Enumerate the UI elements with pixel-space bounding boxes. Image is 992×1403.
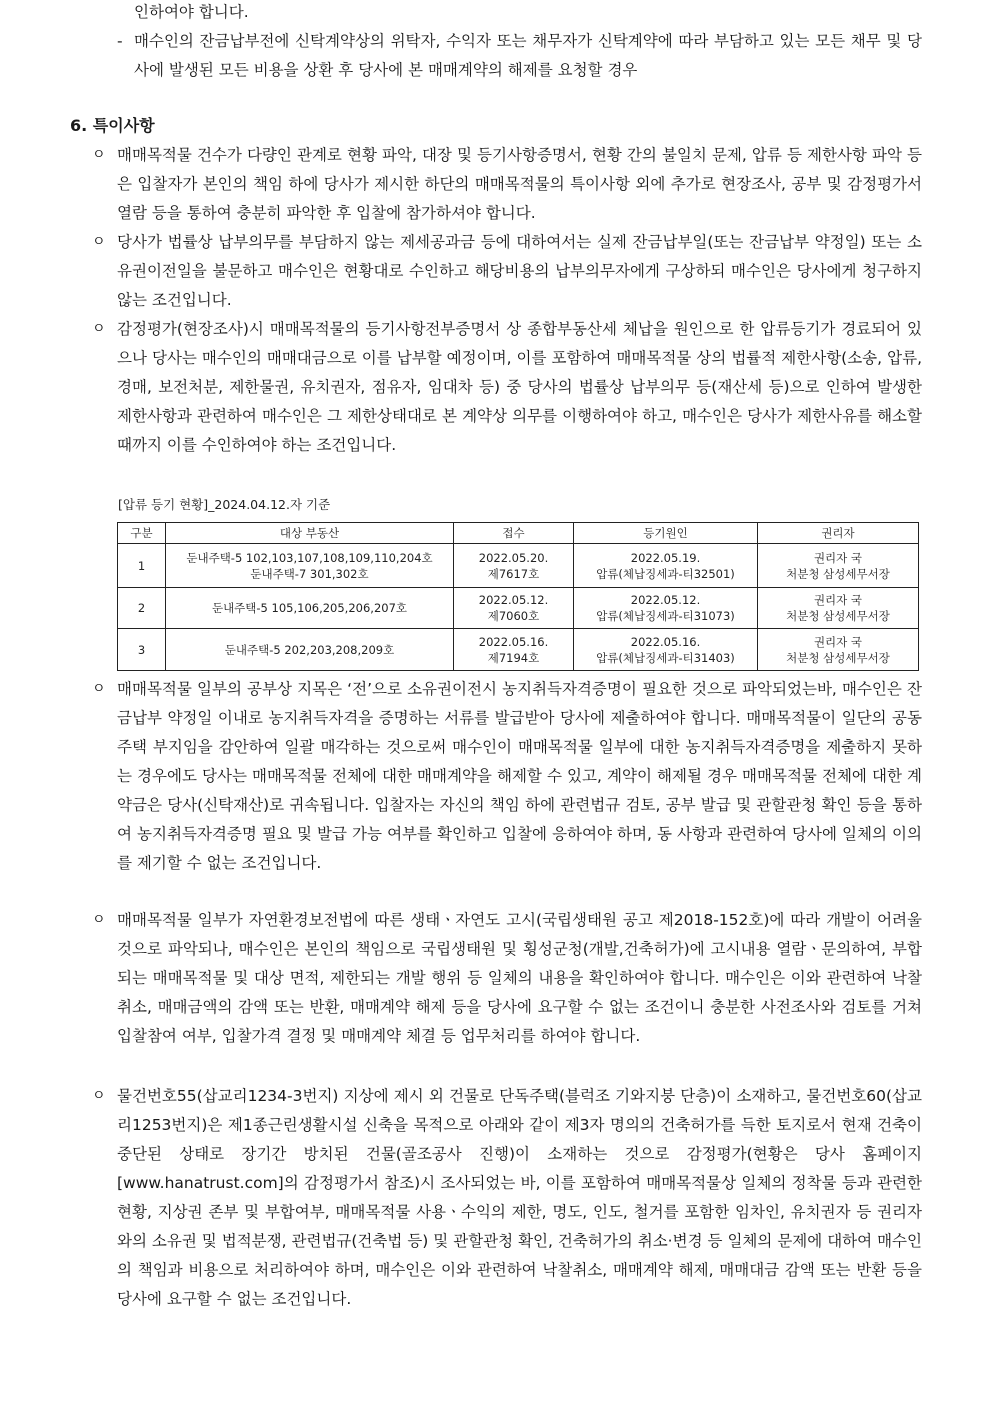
bullet-mark: ㅇ <box>92 1088 106 1104</box>
bullet-mark: ㅇ <box>92 147 106 163</box>
bullet-mark: ㅇ <box>92 234 106 250</box>
bullet-item-text: 물건번호55(삽교리1234-3번지) 지상에 제시 외 건물로 단독주택(블럭조 기와지붕 단층)이 소재하고, 물건번호60(삽교리1253번지)은 제1종근린생활시설 신축을 목적으로 아래와 같이 제3자 명의의 건축허가를 득한 토지로서 현재 건축이 중단된 상태로 장기간 방치된 건물(골조공사 진행)이 소재하는 것으로 감정평가(현황은 당사 홈페이지[www.hanatrust.com]의 감정평가서 참조)시 조사되었는 바, 이를 포함하여 매매목적물상 일체의 정착물 등과 관련한 현황, 지상권 존부 및 부합여부, 매매목적물 사용ㆍ수익의 제한, 명도, 인도, 철거를 포함한 임차인, 유치권자 등 권리자와의 소유권 및 법적분쟁, 관련법규(건축법 등) 및 관할관청 확인, 건축허가의 취소·변경 등 일체의 문제에 대하여 매수인의 책임과 비용으로 처리하여야 하며, 매수인은 이와 관련하여 낙찰취소, 매매계약 해제, 매매대금 감액 또는 반환 등을 당사에 요구할 수 없는 조건입니다. <box>117 1087 922 1308</box>
cell-line: 압류(체납징세과-티31403) <box>596 650 735 665</box>
cell-line: 처분청 삼성세무서장 <box>786 566 890 581</box>
cell-line: 권리자 국 <box>813 550 863 565</box>
header-category: 구분 <box>118 523 166 544</box>
cell-line: 처분청 삼성세무서장 <box>786 609 890 623</box>
bullet-item <box>92 675 922 878</box>
cell-line: 제7060호 <box>487 609 540 623</box>
cell-line: 권리자 국 <box>813 593 863 607</box>
cell-line: 제7617호 <box>487 566 540 581</box>
bullet-item-text: 매매목적물 일부의 공부상 지목은 ‘전’으로 소유권이전시 농지취득자격증명이 필요한 것으로 파악되었는바, 매수인은 잔금납부 약정일 이내로 농지취득자격을 증명하는 서류를 발급받아 당사에 제출하여야 합니다. 매매목적물이 일단의 공동주택 부지임을 감안하여 일괄 매각하는 것으로써 매수인이 매매목적물 일부에 대한 농지취득자격증명을 제출하지 못하는 경우에도 당사는 매매목적물 전체에 대한 매매계약을 해제할 수 있고, 계약이 해제될 경우 매매목적물 전체에 대한 계약금은 당사(신탁재산)로 귀속됩니다. 입찰자는 자신의 책임 하에 관련법규 검토, 공부 발급 및 관할관청 확인 등을 통하여 농지취득자격증명 필요 및 발급 가능 여부를 확인하고 입찰에 응하여야 하며, 동 사항과 관련하여 당사에 일체의 이의를 제기할 수 없는 조건입니다. <box>117 680 922 872</box>
cell-line: 제7194호 <box>487 650 540 665</box>
bullet-mark: ㅇ <box>92 681 106 697</box>
cell-property <box>166 544 454 588</box>
table-header-row <box>118 523 919 544</box>
cell-line: 2022.05.12. <box>478 593 549 607</box>
header-cause: 등기원인 <box>574 523 758 544</box>
table-row <box>118 629 919 671</box>
cell-line: 압류(체납징세과-티31073) <box>596 609 735 623</box>
cell-line: 압류(체납징세과-티32501) <box>596 566 735 581</box>
bullet-item <box>92 315 922 460</box>
bullet-item-text: 매매목적물 건수가 다량인 관계로 현황 파악, 대장 및 등기사항증명서, 현황 간의 불일치 문제, 압류 등 제한사항 파악 등은 입찰자가 본인의 책임 하에 당사가 제시한 하단의 매매목적물의 특이사항 외에 추가로 현장조사, 공부 및 감정평가서 열람 등을 통하여 충분히 파악한 후 입찰에 참가하셔야 합니다. <box>117 146 922 222</box>
cell-property <box>166 629 454 671</box>
dash-item <box>117 27 922 85</box>
bullet-item-text: 감정평가(현장조사)시 매매목적물의 등기사항전부증명서 상 종합부동산세 체납을 원인으로 한 압류등기가 경료되어 있으나 당사는 매수인의 매매대금으로 이를 납부할 예정이며, 이를 포함하여 매매목적물 상의 법률적 제한사항(소송, 압류, 경매, 보전처분, 제한물권, 유치권자, 점유자, 임대차 등) 중 당사의 법률상 납부의무 등(재산세 등)으로 인하여 발생한 제한사항과 관련하여 매수인은 그 제한상태대로 본 계약상 의무를 이행하여야 하고, 매수인은 당사가 제한사유를 해소할 때까지 이를 수인하여야 하는 조건입니다. <box>117 320 922 454</box>
cell-line: 둔내주택-5 105,106,205,206,207호 <box>211 601 408 615</box>
cell-line: 2022.05.19. <box>630 550 701 565</box>
cell-receipt <box>454 544 574 588</box>
header-holder: 권리자 <box>758 523 919 544</box>
cell-holder <box>758 544 919 588</box>
bullet-mark: ㅇ <box>92 912 106 928</box>
bullet-mark: ㅇ <box>92 321 106 337</box>
cell-holder <box>758 629 919 671</box>
cell-cause <box>574 629 758 671</box>
cell-receipt <box>454 629 574 671</box>
cell-line: 처분청 삼성세무서장 <box>786 650 890 665</box>
cell-line: 2022.05.20. <box>478 550 549 565</box>
cell-line: 둔내주택-5 202,203,208,209호 <box>224 642 395 657</box>
cell-line: 2022.05.12. <box>630 593 701 607</box>
continuation-text: 인하여야 합니다. <box>134 3 249 21</box>
bullet-item-text: 매매목적물 일부가 자연환경보전법에 따른 생태ㆍ자연도 고시(국립생태원 공고 제2018-152호)에 따라 개발이 어려울 것으로 파악되나, 매수인은 본인의 책임으로 국립생태원 및 횡성군청(개발,건축허가)에 고시내용 열람ㆍ문의하여, 부합되는 매매목적물 및 대상 면적, 제한되는 개발 행위 등 일체의 내용을 확인하여야 합니다. 매수인은 이와 관련하여 낙찰 취소, 매매금액의 감액 또는 반환, 매매계약 해제 등을 당사에 요구할 수 없는 조건이니 충분한 사전조사와 검토를 거쳐 입찰참여 여부, 입찰가격 결정 및 매매계약 체결 등 업무처리를 하여야 합니다. <box>117 911 922 1045</box>
header-receipt: 접수 <box>454 523 574 544</box>
cell-line: 2022.05.16. <box>630 634 701 649</box>
seizure-table <box>117 522 919 671</box>
cell-property <box>166 588 454 629</box>
bullet-item <box>92 906 922 1051</box>
section-title: 6. 특이사항 <box>70 116 155 135</box>
cell-receipt <box>454 588 574 629</box>
cell-line: 권리자 국 <box>813 634 863 649</box>
table-caption: [압류 등기 현황]_2024.04.12.자 기준 <box>118 497 331 512</box>
bullet-item <box>92 1082 922 1314</box>
bullet-item <box>92 228 922 315</box>
dash-mark: - <box>117 32 123 50</box>
cell-line: 둔내주택-5 102,103,107,108,109,110,204호 <box>186 550 433 565</box>
cell-cause <box>574 544 758 588</box>
cell-no: 3 <box>118 629 166 671</box>
cell-no: 1 <box>118 544 166 588</box>
bullet-item-text: 당사가 법률상 납부의무를 부담하지 않는 제세공과금 등에 대하여서는 실제 잔금납부일(또는 잔금납부 약정일) 또는 소유권이전일을 불문하고 매수인은 현황대로 수인하고 해당비용의 납부의무자에게 구상하되 매수인은 당사에게 청구하지 않는 조건입니다. <box>117 233 922 309</box>
cell-holder <box>758 588 919 629</box>
table-row <box>118 588 919 629</box>
dash-item-text: 매수인의 잔금납부전에 신탁계약상의 위탁자, 수익자 또는 채무자가 신탁계약에 따라 부담하고 있는 모든 채무 및 당사에 발생된 모든 비용을 상환 후 당사에 본 매매계약의 해제를 요청할 경우 <box>134 32 922 79</box>
cell-cause <box>574 588 758 629</box>
cell-line: 2022.05.16. <box>478 634 549 649</box>
bullet-item <box>92 141 922 228</box>
table-row <box>118 544 919 588</box>
cell-no: 2 <box>118 588 166 629</box>
header-property: 대상 부동산 <box>166 523 454 544</box>
cell-line: 둔내주택-7 301,302호 <box>250 566 369 581</box>
